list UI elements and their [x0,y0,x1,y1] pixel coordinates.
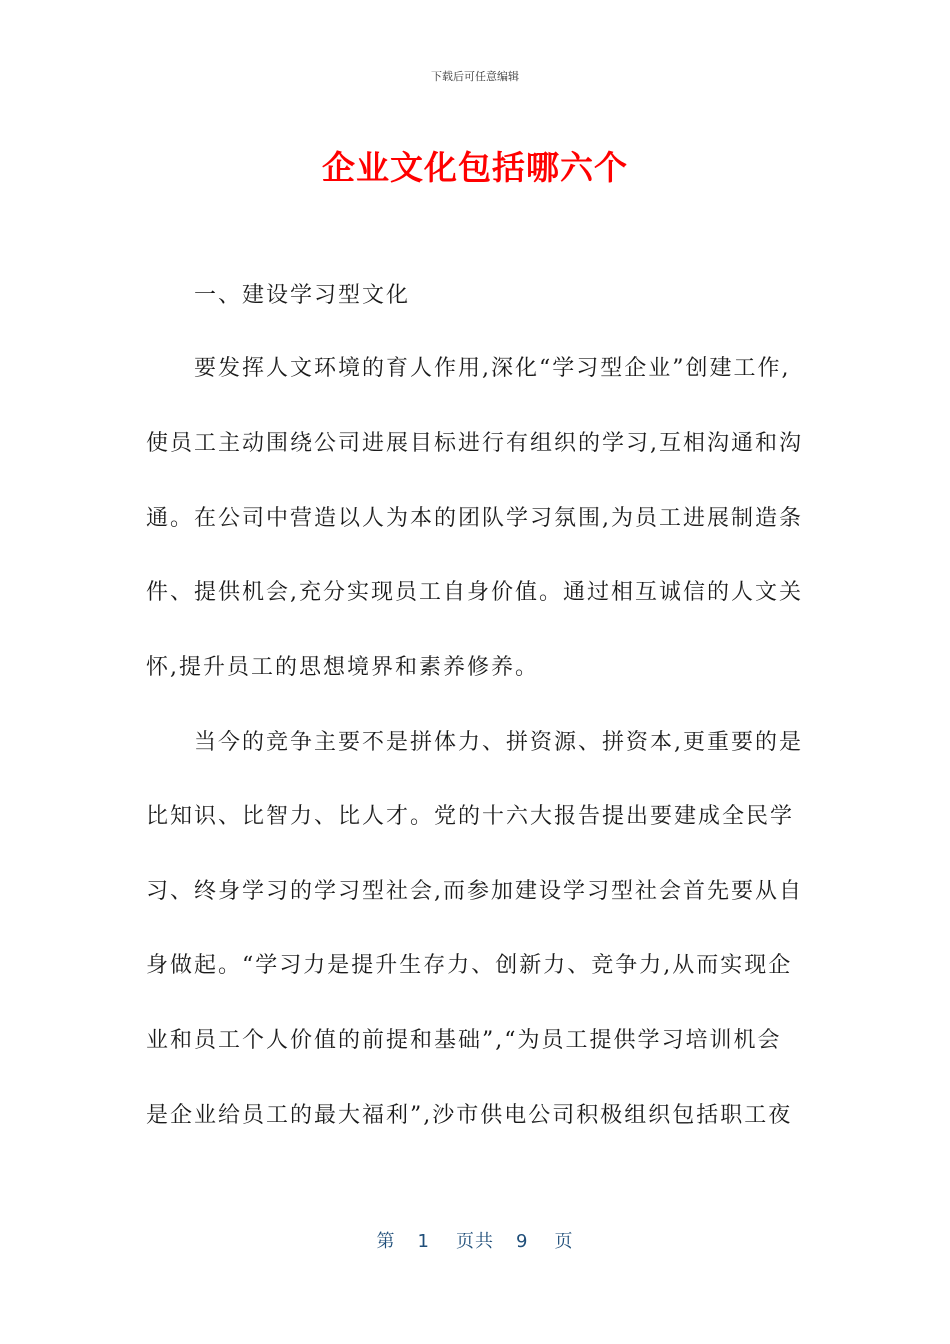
paragraph-line: 业和员工个人价值的前提和基础”,“为员工提供学习培训机会 [146,1028,782,1053]
paragraph-line: 怀,提升员工的思想境界和素养修养。 [146,655,539,680]
footer-page-number: 1 [417,1231,430,1252]
paragraph-line: 件、提供机会,充分实现员工自身价值。通过相互诚信的人文关 [146,580,803,605]
paragraph-line: 身做起。“学习力是提升生存力、创新力、竞争力,从而实现企 [146,953,793,978]
paragraph-line: 通。在公司中营造以人为本的团队学习氛围,为员工进展制造条 [146,506,803,531]
paragraph-line: 是企业给员工的最大福利”,沙市供电公司积极组织包括职工夜 [146,1103,793,1128]
paragraph-line: 比知识、比智力、比人才。党的十六大报告提出要建成全民学 [146,804,795,829]
footer-suffix: 页 [554,1231,574,1252]
document-title: 企业文化包括哪六个 [322,148,628,187]
paragraph-line: 要发挥人文环境的育人作用,深化“学习型企业”创建工作, [194,356,791,381]
page-footer [0,1227,950,1253]
paragraph-line: 使员工主动围绕公司进展目标进行有组织的学习,互相沟通和沟 [146,431,803,456]
paragraph-line: 当今的竞争主要不是拼体力、拼资源、拼资本,更重要的是 [194,730,803,755]
footer-total-pages: 9 [516,1231,529,1252]
footer-prefix: 第 [376,1231,396,1252]
paragraph-line: 习、终身学习的学习型社会,而参加建设学习型社会首先要从自 [146,879,803,904]
footer-middle: 页共 [456,1231,494,1252]
section-heading: 一、建设学习型文化 [194,283,411,308]
header-note: 下载后可任意编辑 [431,70,519,83]
